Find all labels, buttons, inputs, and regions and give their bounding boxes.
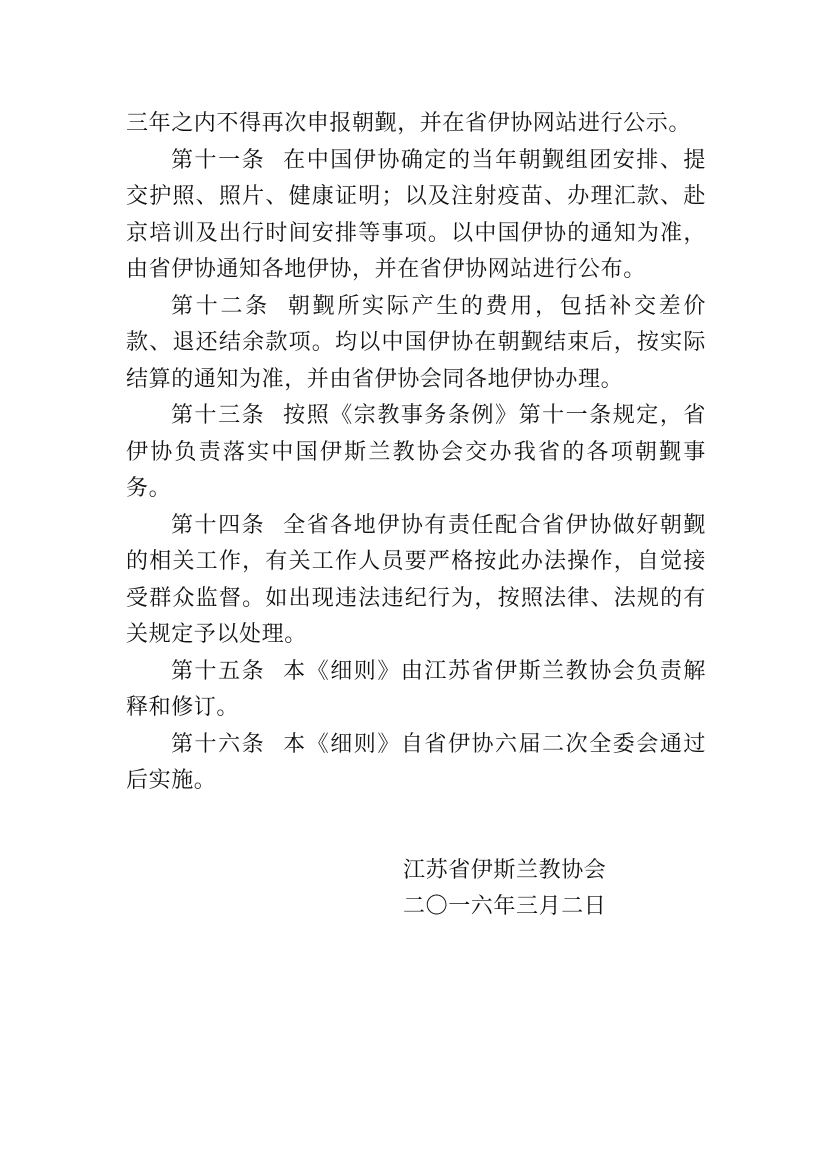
signature-date: 二〇一六年三月二日 [403,894,607,919]
article-16-text: 本《细则》自省伊协六届二次全委会通过后实施。 [126,731,706,793]
article-11 [126,143,706,289]
article-13-text: 按照《宗教事务条例》第十一条规定，省伊协负责落实中国伊斯兰教协会交办我省的各项朝觐事务。 [126,403,706,501]
document-body [126,106,706,800]
article-11-number: 第十一条 [171,147,266,173]
article-15-text: 本《细则》由江苏省伊斯兰教协会负责解释和修订。 [126,658,706,720]
article-15-number: 第十五条 [171,658,266,684]
article-12-number: 第十二条 [171,293,270,319]
article-12 [126,289,706,399]
lead-paragraph: 三年之内不得再次申报朝觐，并在省伊协网站进行公示。 [126,111,692,136]
article-13 [126,398,706,508]
article-16-number: 第十六条 [171,731,266,757]
article-14-number: 第十四条 [171,512,266,538]
article-12-text: 朝觐所实际产生的费用，包括补交差价款、退还结余款项。均以中国伊协在朝觐结束后，按实际结算的通知为准，并由省伊协会同各地伊协办理。 [126,293,707,392]
article-13-number: 第十三条 [171,403,266,428]
article-11-text: 在中国伊协确定的当年朝觐组团安排、提交护照、照片、健康证明；以及注射疫苗、办理汇款、赴京培训及出行时间安排等事项。以中国伊协的通知为准，由省伊协通知各地伊协，并在省伊协网站进行公布。 [126,147,706,282]
article-15 [126,654,706,727]
article-14-text: 全省各地伊协有责任配合省伊协做好朝觐的相关工作，有关工作人员要严格按此办法操作，自觉接受群众监督。如出现违法违纪行为，按照法律、法规的有关规定予以处理。 [126,512,706,647]
article-14 [126,508,706,654]
signature-block [403,853,606,925]
article-16 [126,727,706,800]
signature-organization: 江苏省伊斯兰教协会 [403,858,607,883]
